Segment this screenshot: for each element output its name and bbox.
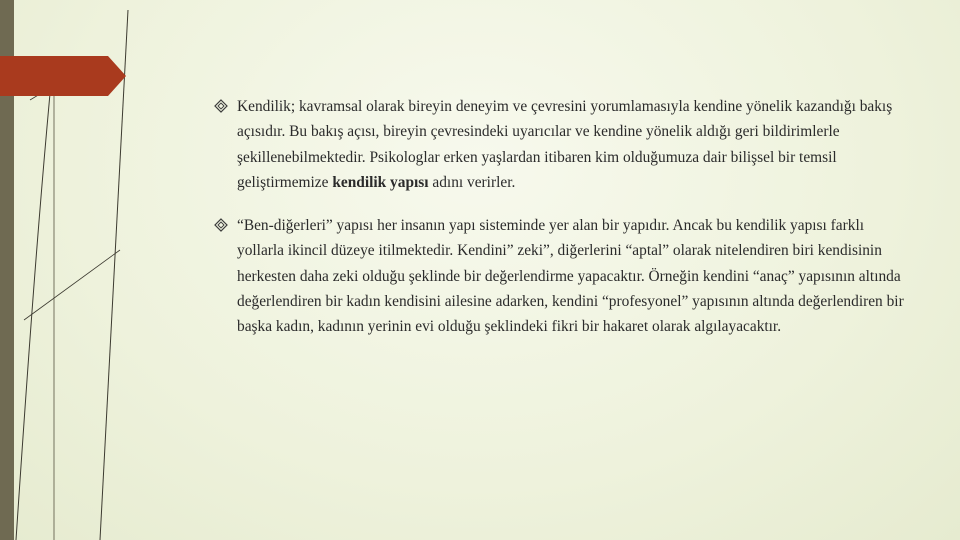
bullet-item — [214, 213, 904, 339]
left-accent-bar — [0, 0, 14, 540]
decor-line-curve — [16, 72, 52, 540]
bullet-item — [214, 94, 904, 195]
bullet-text-part: adını verirler. — [428, 173, 516, 191]
diamond-outline-bullet-icon — [214, 218, 228, 232]
bullet-list — [214, 94, 904, 340]
title-accent-arrow — [0, 56, 126, 96]
bold-term: kendilik yapısı — [332, 173, 429, 191]
bullet-text — [237, 94, 904, 195]
decorative-lines — [16, 10, 128, 540]
bullet-text-part: Kendilik; kavramsal olarak bireyin deneyim ve çevresini yorumlamasıyla kendine yönelik kazandığı bakış açısıdır. Bu bakış açısı, bireyin çevresindeki uyarıcılar ve kendine yönelik aldığı geri bildirimlerle şekillenebilmektedir. Psikologlar erken yaşlardan itibaren kim olduğumuza dair bilişsel bir temsil geliştirmemize — [237, 98, 893, 191]
decor-line-diagonal — [30, 60, 96, 100]
diamond-outline-bullet-icon — [214, 99, 228, 113]
bullet-text: “Ben-diğerleri” yapısı her insanın yapı sisteminde yer alan bir yapıdır. Ancak bu kendilik yapısı farklı yollarla ikincil düzeye itilmektedir. Kendini” zeki”, diğerlerini “aptal” olarak nitelendiren biri kendisinin herkesten daha zeki olduğu şeklinde bir değerlendirme yapacaktır. Örneğin kendini “anaç” yapısının altında değerlendiren bir kadın kendisini ailesine adarken, kendini “profesyonel” yapısının altında değerlendiren bir başka kadın, kadının yerinin evi olduğu şeklindeki fikri bir hakaret olarak algılayacaktır. — [237, 217, 904, 336]
decor-line-diagonal-2 — [24, 250, 120, 320]
decor-line-tall — [100, 10, 128, 540]
